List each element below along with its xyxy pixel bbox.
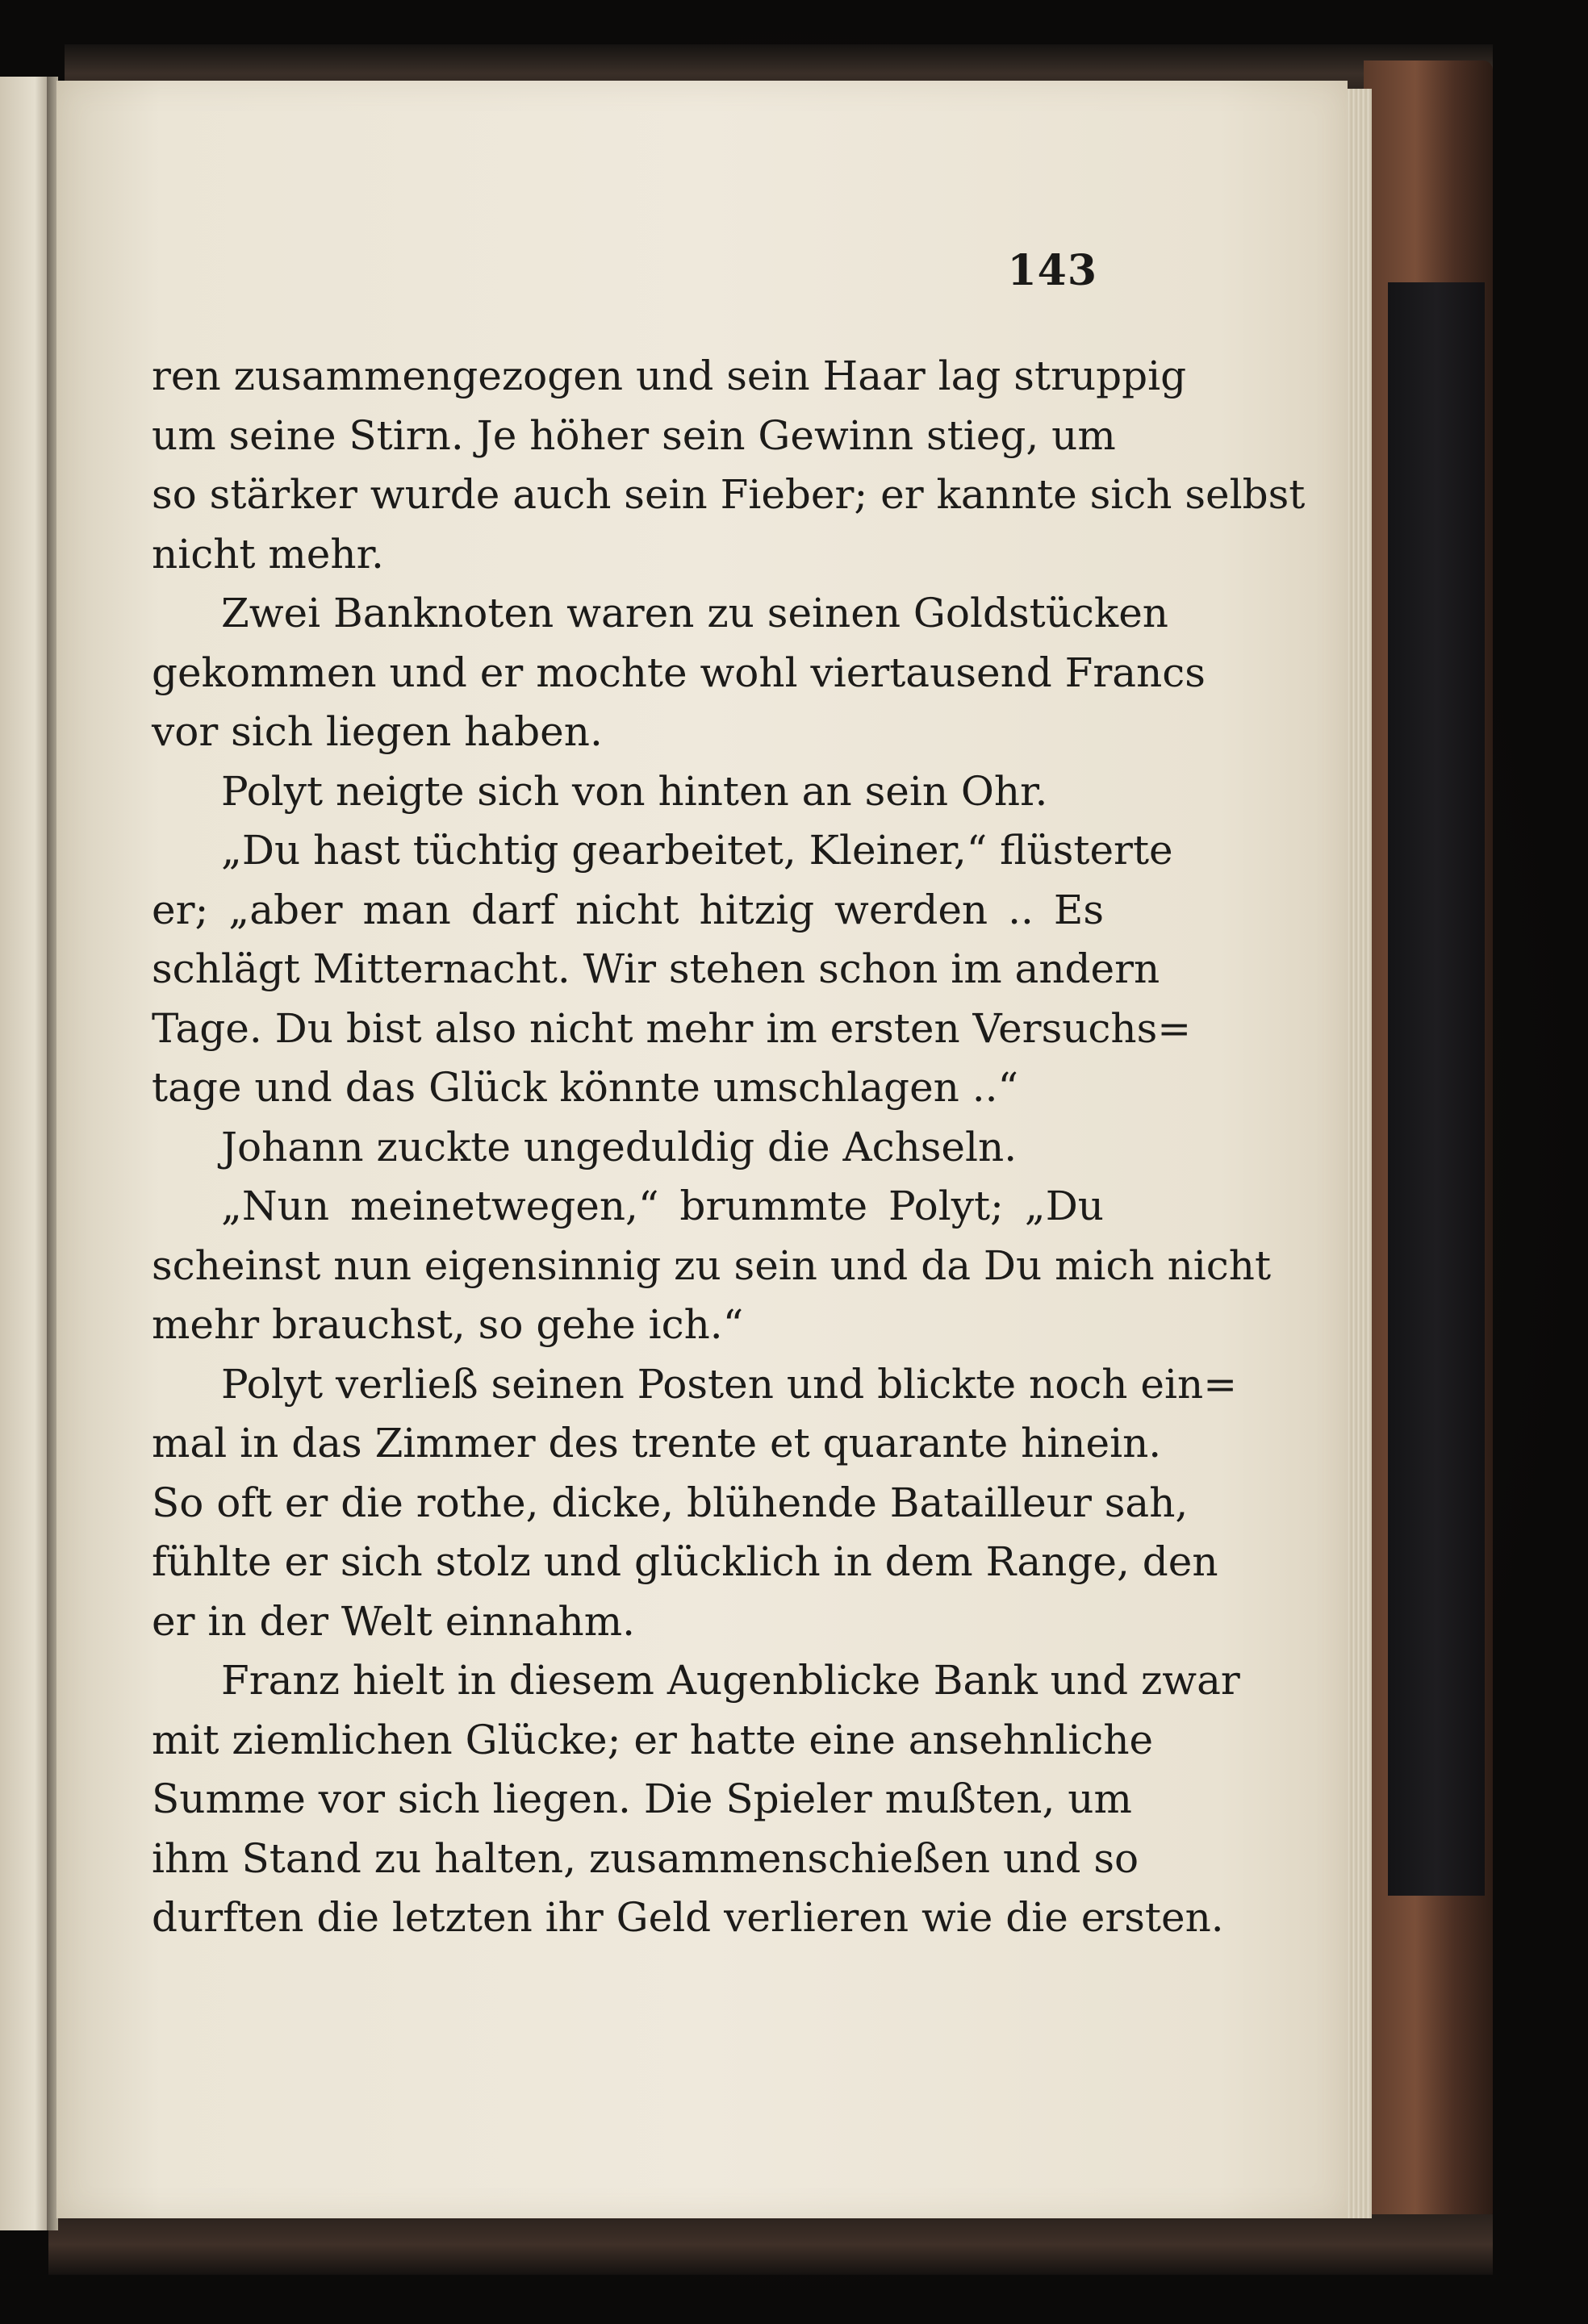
text-line: so stärker wurde auch sein Fieber; er kannte sich selbst [152,471,1306,518]
page-number: 143 [1007,246,1097,295]
text-line: ihm Stand zu halten, zusammenschießen und so [152,1834,1139,1882]
text-line: „Du hast tüchtig gearbeitet, Kleiner,“ flüsterte [221,827,1173,874]
left-page-edge [0,77,50,2230]
text-line: er; „aber man darf nicht hitzig werden .. Es [152,886,1104,933]
text-line: schlägt Mitternacht. Wir stehen schon im andern [152,945,1160,992]
book-cover-bottom [48,2214,1493,2275]
text-line: Tage. Du bist also nicht mehr im ersten Versuchs= [152,1004,1192,1052]
page-text [152,347,1306,1948]
text-line: um seine Stirn. Je höher sein Gewinn stieg, um [152,411,1116,459]
text-line: Franz hielt in diesem Augenblicke Bank und zwar [221,1657,1240,1704]
text-line: Polyt neigte sich von hinten an sein Ohr. [221,767,1048,815]
text-line: ren zusammengezogen und sein Haar lag struppig [152,353,1187,399]
text-line: Summe vor sich liegen. Die Spieler mußten, um [152,1775,1132,1822]
text-line: mehr brauchst, so gehe ich.“ [152,1301,744,1348]
text-line: gekommen und er mochte wohl viertausend Francs [152,649,1206,696]
text-line: fühlte er sich stolz und glücklich in dem Range, den [152,1538,1218,1585]
text-line: mit ziemlichen Glücke; er hatte eine ansehnliche [152,1716,1154,1763]
text-line: er in der Welt einnahm. [152,1597,636,1645]
text-line: tage und das Glück könnte umschlagen ..“ [152,1064,1019,1111]
text-line: Johann zuckte ungeduldig die Achseln. [221,1123,1018,1170]
text-line: mal in das Zimmer des trente et quarante hinein. [152,1420,1162,1467]
text-line: vor sich liegen haben. [152,708,603,755]
text-line: nicht mehr. [152,530,384,578]
text-line: Zwei Banknoten waren zu seinen Goldstücken [221,590,1168,636]
text-line: So oft er die rothe, dicke, blühende Bataille​ur sah, [152,1479,1189,1526]
book-spine-dark [1388,282,1485,1896]
text-line: „Nun meinetwegen,“ brummte Polyt; „Du [221,1183,1104,1229]
text-line: scheinst nun eigensinnig zu sein und da Du mich nicht [152,1241,1272,1289]
text-line: durften die letzten ihr Geld verlieren wie die ersten. [152,1894,1224,1941]
text-line: Polyt verließ seinen Posten und blickte noch ein= [221,1360,1238,1408]
